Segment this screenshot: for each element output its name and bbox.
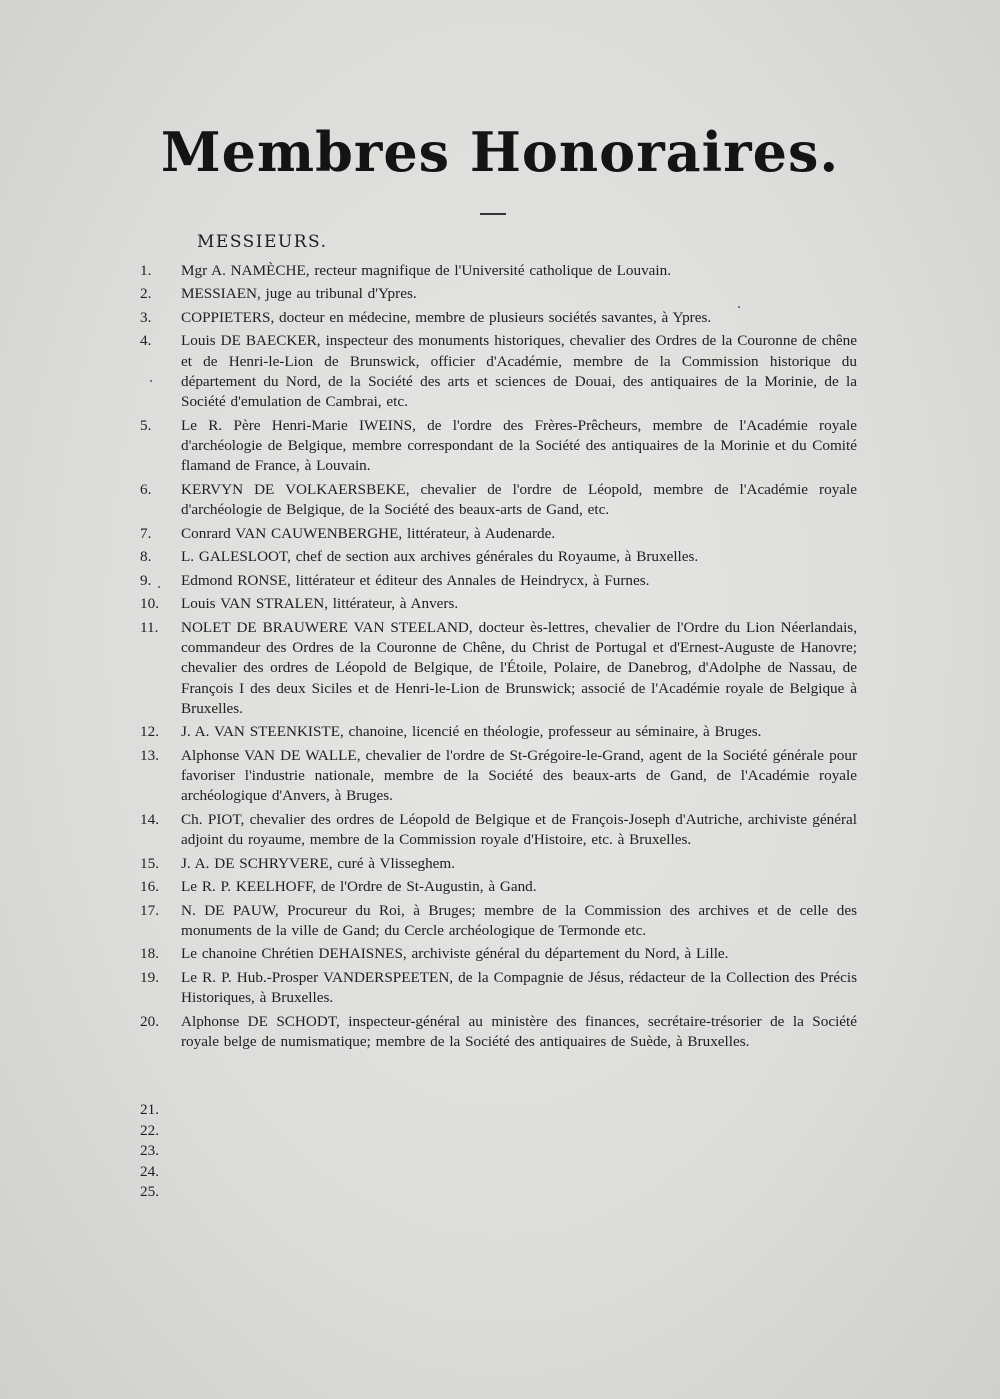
member-text: Le R. P. KEELHOFF, de l'Ordre de St-Augustin, à Gand. (181, 878, 537, 896)
member-entry (137, 854, 857, 874)
member-text: L. GALESLOOT, chef de section aux archives générales du Royaume, à Bruxelles. (181, 548, 699, 566)
empty-entry-number: 22. (140, 1121, 159, 1139)
member-entry (137, 261, 857, 281)
member-number: 7. (140, 524, 152, 542)
members-list (137, 261, 857, 1055)
member-text: Alphonse DE SCHODT, inspecteur-général au ministère des finances, secrétaire-trésorier de la Société royale belge de numismatique; membre de la Société des antiquaires de Suède, à Bruxelles. (181, 1012, 857, 1050)
member-text: J. A. VAN STEENKISTE, chanoine, licencié en théologie, professeur au séminaire, à Bruges. (181, 723, 762, 741)
salutation: MESSIEURS. (197, 232, 328, 252)
member-number: 19. (140, 968, 159, 986)
member-entry (137, 331, 857, 412)
member-entry (137, 968, 857, 1009)
print-speck (158, 586, 160, 588)
member-number: 10. (140, 595, 159, 613)
member-entry (137, 524, 857, 544)
member-entry (137, 547, 857, 567)
member-text: Edmond RONSE, littérateur et éditeur des Annales de Heindrycx, à Furnes. (181, 571, 650, 589)
member-text: Le R. Père Henri-Marie IWEINS, de l'ordre des Frères-Prêcheurs, membre de l'Académie royale d'archéologie de Belgique, membre correspondant de la Société des antiquaires de la Morinie et du Comité flamand de France, à Louvain. (181, 416, 857, 475)
member-number: 12. (140, 723, 159, 741)
member-number: 6. (140, 480, 152, 498)
member-entry (137, 746, 857, 807)
member-number: 11. (140, 618, 159, 636)
empty-entries-list (140, 1100, 159, 1203)
print-speck (150, 380, 152, 382)
member-text: Louis VAN STRALEN, littérateur, à Anvers. (181, 595, 459, 613)
member-text: Louis DE BAECKER, inspecteur des monuments historiques, chevalier des Ordres de la Couronne de chêne et de Henri-le-Lion de Brunswick, officier d'Académie, membre de la Commission historique du département du Nord, de la Société des arts et sciences de Douai, des antiquaires de la Morinie, de la Société d'emulation de Cambrai, etc. (181, 332, 857, 411)
member-entry (137, 416, 857, 477)
member-entry (137, 810, 857, 851)
member-text: COPPIETERS, docteur en médecine, membre de plusieurs sociétés savantes, à Ypres. (181, 308, 712, 326)
member-text: Conrard VAN CAUWENBERGHE, littérateur, à Audenarde. (181, 524, 556, 542)
member-number: 16. (140, 878, 159, 896)
title-divider (480, 213, 506, 215)
member-number: 5. (140, 416, 152, 434)
member-entry (137, 308, 857, 328)
member-number: 1. (140, 262, 152, 279)
member-entry (137, 594, 857, 614)
member-text: Alphonse VAN DE WALLE, chevalier de l'ordre de St-Grégoire-le-Grand, agent de la Société générale pour favoriser l'industrie nationale, membre de la Société des beaux-arts de Gand, de l'Académie royale archéologique d'Anvers, à Bruges. (181, 746, 857, 805)
member-entry (137, 877, 857, 897)
member-entry (137, 722, 857, 742)
empty-entry-number: 25. (140, 1183, 159, 1200)
print-speck (738, 306, 740, 308)
member-text: J. A. DE SCHRYVERE, curé à Vlisseghem. (181, 854, 456, 872)
member-number: 17. (140, 901, 159, 919)
member-entry (137, 901, 857, 942)
member-entry (137, 618, 857, 719)
member-entry (137, 284, 857, 304)
member-text: Le R. P. Hub.-Prosper VANDERSPEETEN, de la Compagnie de Jésus, rédacteur de la Collection des Précis Historiques, à Bruxelles. (181, 968, 857, 1007)
empty-entry-number: 23. (140, 1142, 159, 1159)
member-text: NOLET DE BRAUWERE VAN STEELAND, docteur ès-lettres, chevalier de l'Ordre du Lion Néerlandais, commandeur des Ordres de la Couronne de Chêne, du Christ de Portugal et d'Ernest-Auguste de Hanovre; chevalier des ordres de Léopold de Belgique, de l'Étoile, Polaire, de Danebrog, d'Adolphe de Nassau, de François I des deux Siciles et de Henri-le-Lion de Brunswick; associé de l'Académie royale de Belgique à Bruxelles. (181, 618, 857, 717)
member-number: 4. (140, 332, 152, 350)
member-number: 15. (140, 854, 159, 872)
member-entry (137, 480, 857, 521)
member-number: 2. (140, 285, 152, 303)
member-number: 20. (140, 1012, 159, 1030)
member-number: 13. (140, 746, 159, 764)
member-text: Mgr A. NAMÈCHE, recteur magnifique de l'Université catholique de Louvain. (181, 262, 672, 279)
member-entry (137, 1012, 857, 1053)
member-text: Le chanoine Chrétien DEHAISNES, archiviste général du département du Nord, à Lille. (181, 945, 729, 963)
member-entry (137, 944, 857, 964)
member-number: 9. (140, 571, 152, 589)
member-entry (137, 571, 857, 591)
page-title: Membres Honoraires. (160, 120, 840, 184)
member-text: MESSIAEN, juge au tribunal d'Ypres. (181, 285, 417, 303)
member-number: 18. (140, 945, 159, 963)
member-text: N. DE PAUW, Procureur du Roi, à Bruges; membre de la Commission des archives et de celle des monuments de la ville de Gand; du Cercle archéologique de Termonde etc. (181, 901, 857, 939)
member-number: 8. (140, 548, 152, 566)
member-number: 14. (140, 810, 159, 828)
empty-entry-number: 21. (140, 1101, 159, 1118)
member-text: KERVYN DE VOLKAERSBEKE, chevalier de l'ordre de Léopold, membre de l'Académie royale d'archéologie de Belgique, de la Société des beaux-arts de Gand, etc. (181, 480, 857, 519)
member-text: Ch. PIOT, chevalier des ordres de Léopold de Belgique et de François-Joseph d'Autriche, archiviste général adjoint du royaume, membre de la Commission royale d'Histoire, etc. à Bruxelles. (181, 810, 857, 849)
empty-entry-number: 24. (140, 1162, 159, 1180)
member-number: 3. (140, 308, 152, 326)
